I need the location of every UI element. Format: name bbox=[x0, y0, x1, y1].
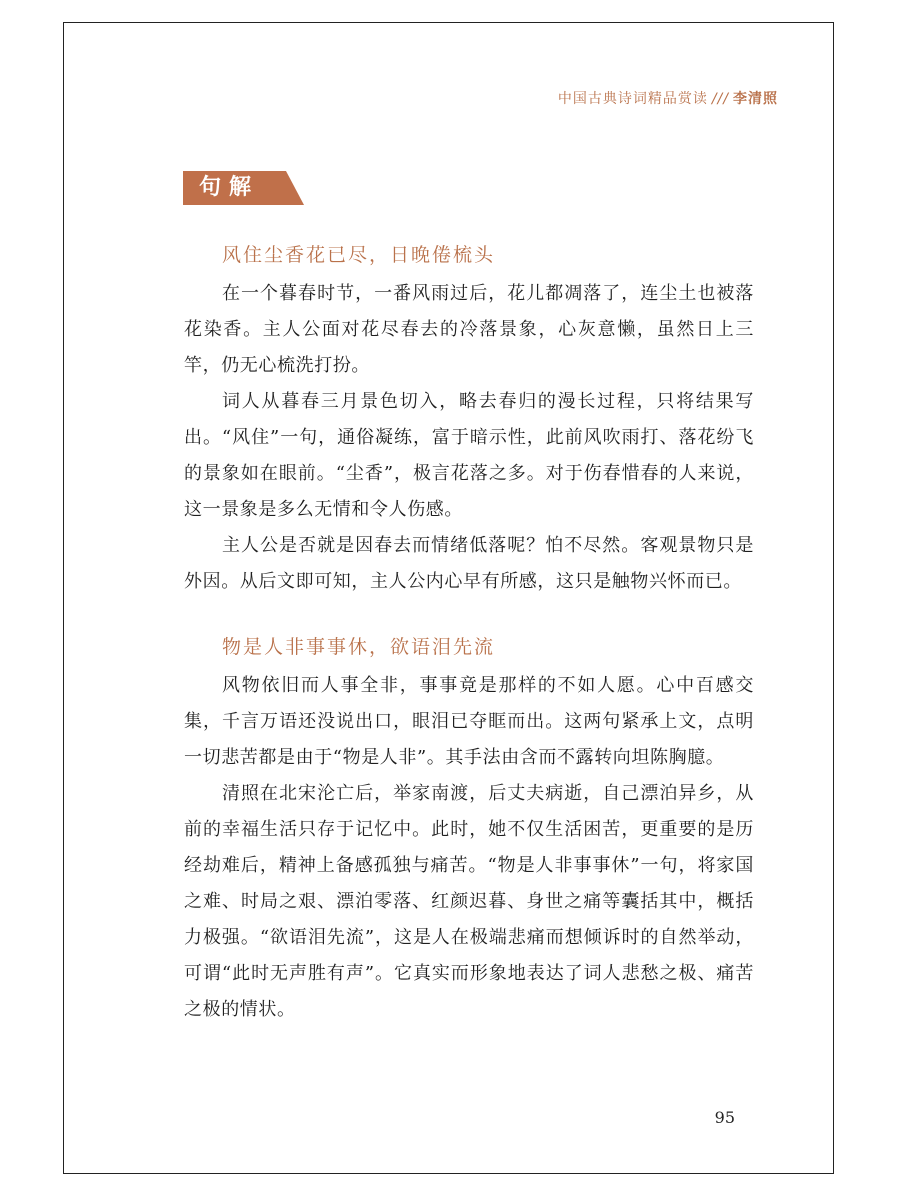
paragraph: 在一个暮春时节，一番风雨过后，花儿都凋落了，连尘土也被落花染香。主人公面对花尽春去的冷落景象，心灰意懒，虽然日上三竿，仍无心梳洗打扮。 bbox=[184, 283, 754, 376]
running-header bbox=[558, 88, 778, 108]
main-content bbox=[184, 238, 754, 1028]
verse-heading: 物是人非事事休，欲语泪先流 bbox=[222, 636, 496, 658]
page-number: 95 bbox=[714, 1108, 735, 1127]
header-separator: /// bbox=[711, 91, 729, 107]
paragraph: 主人公是否就是因春去而情绪低落呢？怕不尽然。客观景物只是外因。从后文即可知，主人公内心早有所感，这只是触物兴怀而已。 bbox=[184, 535, 754, 592]
verse-block-1 bbox=[184, 238, 754, 600]
author-name: 李清照 bbox=[733, 91, 778, 107]
series-title: 中国古典诗词精品赏读 bbox=[557, 91, 708, 107]
section-title: 句解 bbox=[199, 175, 260, 200]
verse-heading: 风住尘香花已尽，日晚倦梳头 bbox=[222, 244, 496, 266]
verse-block-2 bbox=[184, 630, 754, 1028]
paragraph: 风物依旧而人事全非，事事竟是那样的不如人愿。心中百感交集，千言万语还没说出口，眼泪已夺眶而出。这两句紧承上文，点明一切悲苦都是由于“物是人非”。其手法由含而不露转向坦陈胸臆。 bbox=[184, 675, 754, 768]
section-tab bbox=[183, 171, 304, 205]
paragraph: 清照在北宋沦亡后，举家南渡，后丈夫病逝，自己漂泊异乡，从前的幸福生活只存于记忆中。此时，她不仅生活困苦，更重要的是历经劫难后，精神上备感孤独与痛苦。“物是人非事事休”一句，将家国之难、时局之艰、漂泊零落、红颜迟暮、身世之痛等囊括其中，概括力极强。“欲语泪先流”，这是人在极端悲痛而想倾诉时的自然举动，可谓“此时无声胜有声”。它真实而形象地表达了词人悲愁之极、痛苦之极的情状。 bbox=[184, 783, 754, 1020]
paragraph: 词人从暮春三月景色切入，略去春归的漫长过程，只将结果写出。“风住”一句，通俗凝练，富于暗示性，此前风吹雨打、落花纷飞的景象如在眼前。“尘香”，极言花落之多。对于伤春惜春的人来说，这一景象是多么无情和令人伤感。 bbox=[184, 391, 754, 520]
